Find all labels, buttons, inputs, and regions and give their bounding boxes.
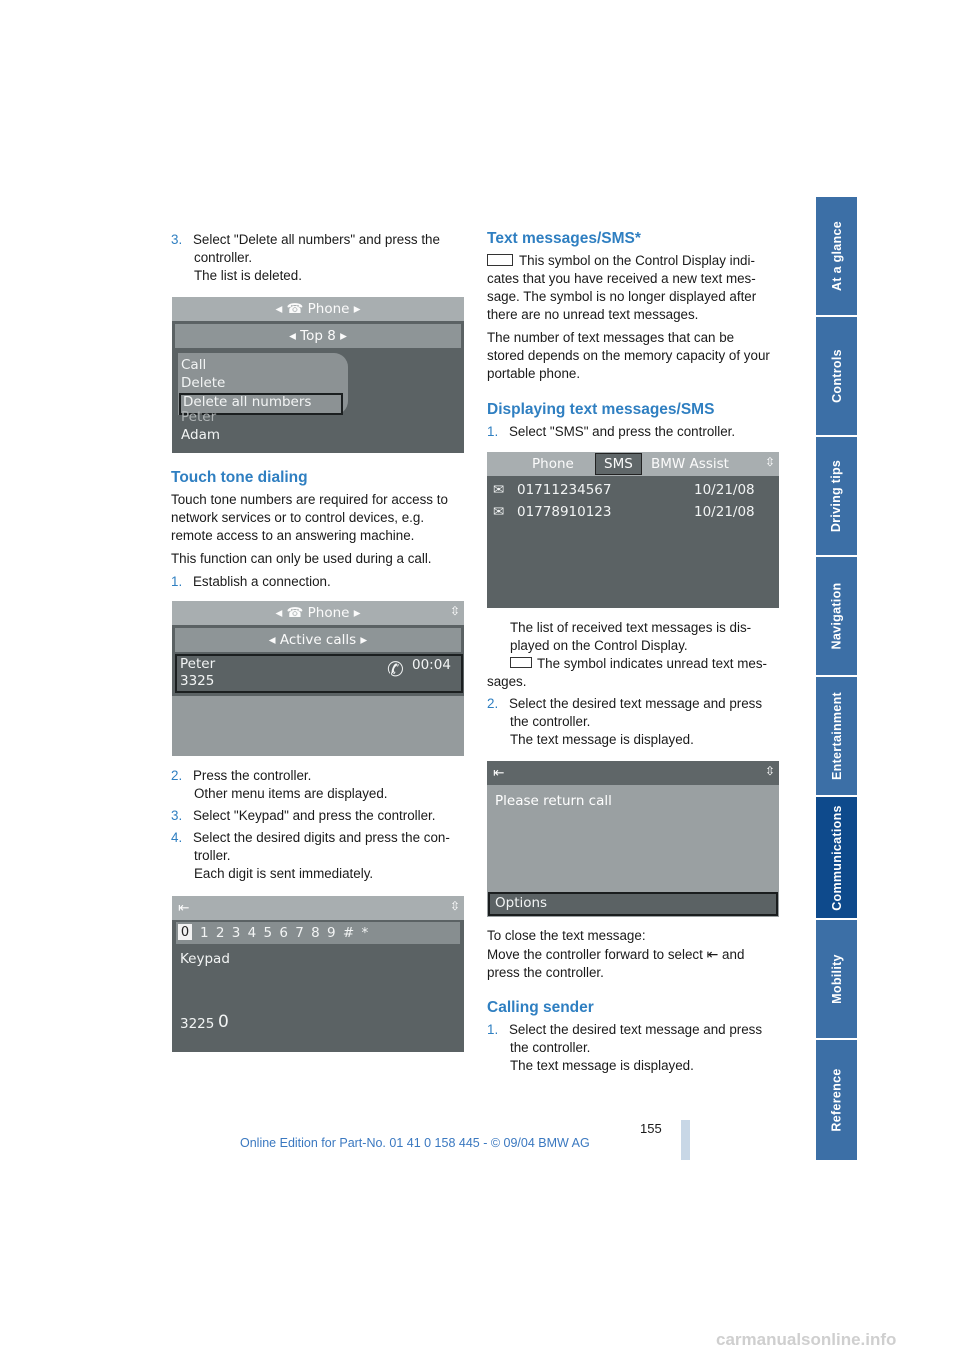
sidebar-item-navigation[interactable]: Navigation (816, 557, 857, 675)
screen-top8 (172, 297, 464, 453)
caller-number: 3325 (180, 673, 215, 689)
edition-line: Online Edition for Part-No. 01 41 0 158 445 - © 09/04 BMW AG (240, 1136, 590, 1150)
corner-arrows-icon: ⇳ (764, 455, 775, 469)
message-date: 10/21/08 (694, 482, 755, 498)
open-envelope-icon: ✉ (493, 504, 505, 520)
display-step-1: 1. Select "SMS" and press the controller. (487, 424, 736, 439)
list-item-selected: Delete all numbers (183, 394, 312, 410)
sidebar-item-entertainment[interactable]: Entertainment (816, 677, 857, 795)
menu-bar: ◂ ☎ Phone ▸ (172, 601, 464, 625)
screen-active-calls (172, 601, 464, 756)
list-item: Peter (181, 409, 217, 425)
sms-intro: This symbol on the Control Display indi- cates that you have received a new text mes- sage. The symbol is no longer displayed after there are no unread text messages. The number of text messages that can be stored depends on the memory capacity of your portable phone. (487, 253, 770, 381)
sidebar-item-driving-tips[interactable]: Driving tips (816, 437, 857, 555)
call-duration: 00:04 (412, 657, 451, 673)
list-item: Delete (181, 375, 226, 391)
message-text: Please return call (495, 793, 612, 809)
watermark: carmanualsonline.info (716, 1330, 897, 1349)
tab-phone[interactable]: Phone (532, 456, 574, 472)
corner-arrows-icon: ⇳ (449, 604, 460, 618)
sms-list-text: The list of received text messages is dis- played on the Control Display. The symbol indicates unread text mes- sages. 2. Select the desired text message and press the controller. The text message is displayed. (487, 620, 767, 747)
submenu-bar: ◂ Top 8 ▸ (175, 324, 461, 348)
back-icon: ⇤ (178, 900, 190, 916)
sidebar-item-controls[interactable]: Controls (816, 317, 857, 435)
screen-sms-list (487, 452, 779, 608)
sidebar-item-mobility[interactable]: Mobility (816, 920, 857, 1038)
phone-icon: ☎ (286, 301, 308, 317)
message-date: 10/21/08 (694, 504, 755, 520)
top-bar (487, 761, 779, 785)
phone-icon: ☎ (286, 605, 308, 621)
sidebar-item-reference[interactable]: Reference (816, 1040, 857, 1160)
keypad-label: Keypad (180, 951, 230, 967)
back-icon: ⇤ (706, 946, 719, 962)
corner-arrows-icon: ⇳ (764, 764, 775, 778)
entered-number: 3225 (180, 1016, 215, 1032)
top-bar (172, 896, 464, 920)
steps-2-4: 2. Press the controller. Other menu items are displayed. 3. Select "Keypad" and press the controller. 4. Select the desired digits and press the con- troller. Each digit is sent immediately. (171, 768, 450, 881)
screen-keypad (172, 896, 464, 1052)
tab-bar (487, 452, 779, 476)
section-heading: Text messages/SMS* (487, 230, 641, 247)
current-digit: 0 (218, 1012, 229, 1032)
handset-icon: ✆ (387, 657, 404, 681)
section-heading: Calling sender (487, 999, 594, 1016)
options-label: Options (495, 895, 548, 911)
list-item: Adam (181, 427, 220, 443)
message-number: 01778910123 (517, 504, 612, 520)
sidebar-item-communications[interactable]: Communications (816, 797, 857, 918)
screen-message (487, 761, 779, 917)
digit-list: 1 2 3 4 5 6 7 8 9 # * (200, 925, 370, 941)
caller-name: Peter (180, 656, 216, 672)
calling-step-1: 1. Select the desired text message and press the controller. The text message is displayed. (487, 1022, 763, 1073)
tab-bmw-assist[interactable]: BMW Assist (651, 456, 729, 472)
close-message-text: To close the text message: Move the controller forward to select ⇤ and press the controller. (487, 928, 745, 980)
touch-tone-text: Touch tone numbers are required for access to network services or to control devices, e.g. remote access to an answering machine. This function can only be used during a call. 1. Establish a connection. (171, 492, 448, 589)
corner-arrows-icon: ⇳ (449, 899, 460, 913)
envelope-icon: ✉ (493, 482, 505, 498)
envelope-icon (487, 254, 513, 266)
tab-sms[interactable]: SMS (595, 453, 642, 475)
selected-digit: 0 (178, 924, 192, 940)
message-number: 01711234567 (517, 482, 612, 498)
page-tab-marker (681, 1120, 690, 1160)
step-number: 3. (171, 232, 183, 247)
submenu-bar: ◂ Active calls ▸ (175, 628, 461, 652)
section-heading: Displaying text messages/SMS (487, 401, 715, 418)
menu-bar: ◂ ☎ Phone ▸ (172, 297, 464, 321)
sidebar-item-at-a-glance[interactable]: At a glance (816, 197, 857, 315)
step-3: 3. Select "Delete all numbers" and press the controller. The list is deleted. (171, 232, 440, 283)
section-heading: Touch tone dialing (171, 469, 308, 486)
back-icon: ⇤ (493, 765, 505, 781)
list-item: Call (181, 357, 207, 373)
envelope-icon (510, 657, 532, 668)
page-number: 155 (640, 1121, 662, 1136)
